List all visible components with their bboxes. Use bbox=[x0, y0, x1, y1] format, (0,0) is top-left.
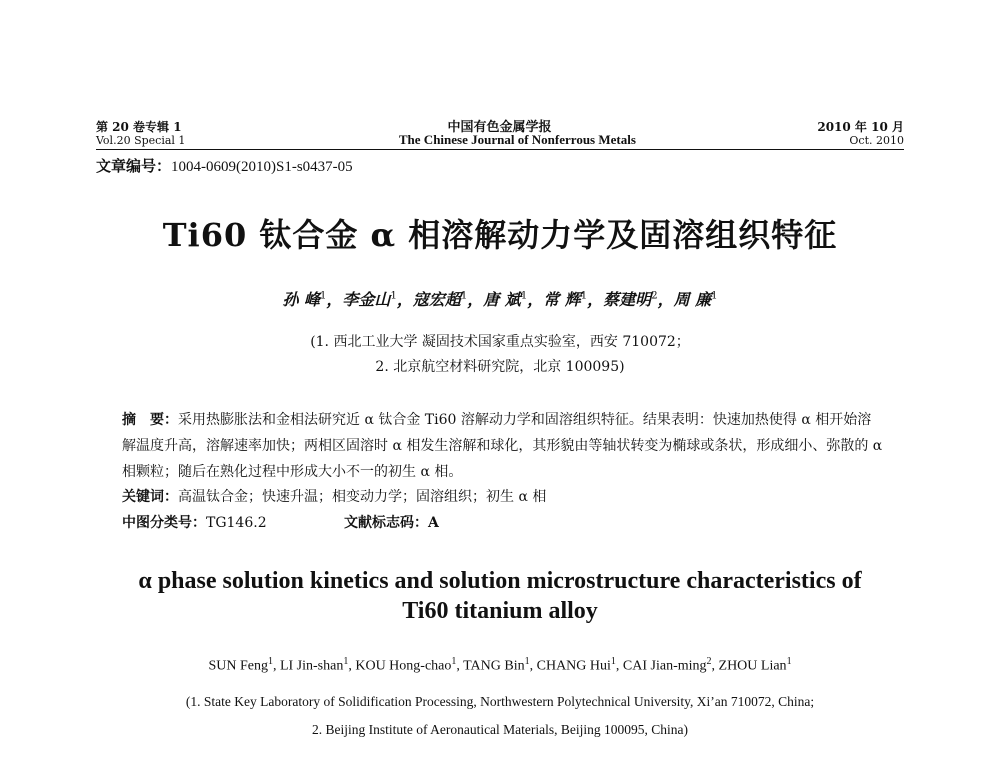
volume-cn: 第 20 卷专辑 1 bbox=[96, 120, 182, 134]
title-en-line-2: Ti60 titanium alloy bbox=[402, 598, 598, 624]
title-en bbox=[0, 566, 1000, 626]
author-en-affiliation-mark: 1 bbox=[610, 656, 616, 667]
author-separator: , bbox=[529, 658, 537, 674]
author-en-name: SUN Feng bbox=[208, 658, 268, 674]
document-code bbox=[344, 512, 439, 532]
author-cn-name: 蔡建明 bbox=[603, 290, 652, 309]
author-cn-name: 寇宏超 bbox=[412, 290, 461, 309]
document-code-value: A bbox=[428, 515, 439, 531]
abstract-cn bbox=[122, 407, 884, 485]
author-separator: , bbox=[615, 658, 623, 674]
author-en-affiliation-mark: 1 bbox=[451, 656, 457, 667]
author-en-name: TANG Bin bbox=[463, 658, 525, 674]
date-en: Oct. 2010 bbox=[849, 134, 904, 147]
journal-name-cn: 中国有色金属学报 bbox=[447, 120, 552, 135]
author-cn-affiliation-mark: 1 bbox=[390, 290, 397, 302]
author-en-name: CAI Jian-ming bbox=[622, 658, 707, 674]
author-en-affiliation-mark: 2 bbox=[706, 656, 712, 667]
author-en-affiliation-mark: 1 bbox=[524, 656, 530, 667]
article-number-value: 1004-0609(2010)S1-s0437-05 bbox=[171, 159, 353, 175]
author-cn-affiliation-mark: 2 bbox=[651, 290, 658, 302]
author-en-affiliation-mark: 1 bbox=[786, 656, 792, 667]
title-en-line-1: α phase solution kinetics and solution microstructure characteristics of bbox=[138, 568, 862, 594]
author-en-affiliation-mark: 1 bbox=[267, 656, 273, 667]
affiliation-cn-1: (1. 西北工业大学 凝固技术国家重点实验室，西安 710072； bbox=[310, 334, 690, 350]
author-cn-affiliation-mark: 1 bbox=[460, 290, 468, 302]
author-separator: ， bbox=[587, 290, 604, 309]
affiliation-en-1: (1. State Key Laboratory of Solidification Processing, Northwestern Polytechnical University, Xi’an 710072, China; bbox=[185, 694, 815, 709]
author-separator: ， bbox=[326, 290, 343, 309]
author-cn-affiliation-mark: 1 bbox=[580, 290, 588, 302]
classification-label: 中图分类号： bbox=[122, 515, 206, 531]
authors-en bbox=[0, 656, 1000, 675]
author-separator: , bbox=[456, 658, 464, 674]
volume-en: Vol.20 Special 1 bbox=[96, 134, 186, 147]
author-separator: , bbox=[348, 658, 356, 674]
classification-value: TG146.2 bbox=[206, 515, 267, 531]
author-cn-affiliation-mark: 1 bbox=[520, 290, 528, 302]
authors-cn bbox=[0, 287, 1000, 310]
classification-line bbox=[122, 512, 884, 532]
author-cn-affiliation-mark: 1 bbox=[320, 290, 327, 302]
keywords-cn bbox=[122, 486, 546, 506]
author-cn-name: 李金山 bbox=[342, 290, 391, 309]
affiliation-cn-2: 2. 北京航空材料研究院，北京 100095) bbox=[375, 359, 625, 375]
keywords-text: 高温钛合金；快速升温；相变动力学；固溶组织；初生 α 相 bbox=[178, 489, 547, 505]
title-cn: Ti60 钛合金 α 相溶解动力学及固溶组织特征 bbox=[162, 216, 838, 254]
author-separator: ， bbox=[657, 290, 674, 309]
author-separator: ， bbox=[467, 290, 484, 309]
abstract-text: 采用热膨胀法和金相法研究近 α 钛合金 Ti60 溶解动力学和固溶组织特征。结果表明：快速加热使得 α 相开始溶解温度升高，溶解速率加快；两相区固溶时 α 相发生溶解和球化，其形貌由等轴状转变为椭球或条状，形成细小、弥散的 α 相颗粒；随后在熟化过程中形成大小不一的初生 α 相。 bbox=[122, 412, 883, 480]
affiliation-en-2: 2. Beijing Institute of Aeronautical Materials, Beijing 100095, China) bbox=[311, 722, 689, 737]
author-separator: ， bbox=[396, 290, 413, 309]
document-code-label: 文献标志码： bbox=[344, 515, 428, 531]
author-separator: , bbox=[711, 658, 719, 674]
abstract-label: 摘 要： bbox=[122, 412, 178, 428]
author-en-name: KOU Hong-chao bbox=[355, 658, 452, 674]
date-cn: 2010 年 10 月 bbox=[817, 120, 904, 134]
author-separator: , bbox=[272, 658, 280, 674]
author-en-affiliation-mark: 1 bbox=[343, 656, 349, 667]
running-header-en bbox=[96, 132, 904, 148]
author-cn-name: 常 辉 bbox=[543, 290, 581, 309]
author-separator: ， bbox=[527, 290, 544, 309]
author-en-name: LI Jin-shan bbox=[279, 658, 344, 674]
author-en-name: ZHOU Lian bbox=[718, 658, 787, 674]
keywords-label: 关键词： bbox=[122, 489, 178, 505]
author-cn-name: 周 廉 bbox=[673, 290, 712, 309]
article-number bbox=[96, 155, 353, 176]
article-number-label: 文章编号： bbox=[96, 157, 172, 175]
header-rule bbox=[96, 149, 904, 150]
author-cn-affiliation-mark: 1 bbox=[711, 290, 718, 302]
journal-name-en: The Chinese Journal of Nonferrous Metals bbox=[398, 132, 636, 147]
author-cn-name: 孙 峰 bbox=[282, 290, 321, 309]
author-cn-name: 唐 斌 bbox=[483, 290, 521, 309]
author-en-name: CHANG Hui bbox=[536, 658, 611, 674]
